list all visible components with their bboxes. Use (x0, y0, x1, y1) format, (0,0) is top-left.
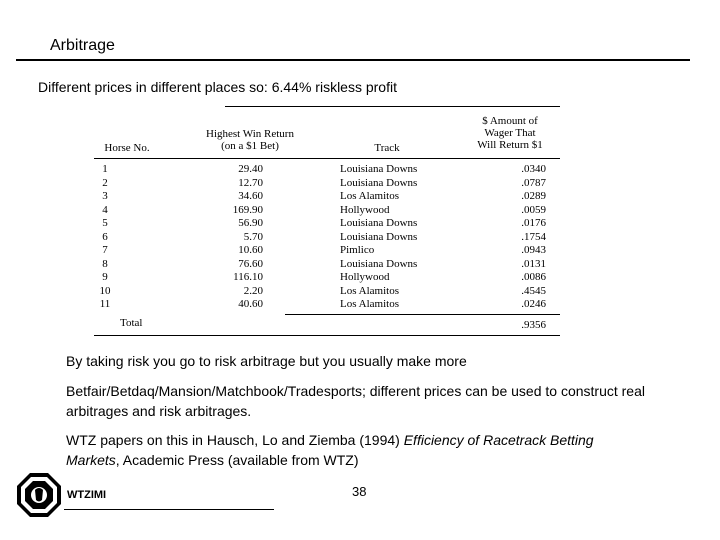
paragraph-references (66, 430, 646, 470)
row-amount: .0246 (521, 298, 546, 310)
row-win-return: 12.70 (238, 176, 263, 189)
row-amount: .4545 (521, 284, 546, 297)
page-number: 38 (352, 484, 367, 499)
row-track: Los Alamitos (340, 190, 399, 202)
header-track: Track (374, 142, 400, 154)
header-amount (458, 115, 562, 151)
row-amount: .0943 (521, 244, 546, 256)
header-horse-no: Horse No. (104, 142, 150, 154)
total-value: .9356 (521, 319, 546, 331)
row-horse-number: 2 (102, 176, 108, 189)
row-amount: .0176 (521, 217, 546, 229)
row-track: Hollywood (340, 203, 390, 216)
table-final-rule (94, 335, 560, 336)
row-horse-number: 3 (102, 190, 108, 202)
row-win-return: 2.20 (243, 284, 263, 297)
table-bottom-rule (285, 314, 560, 315)
row-track: Louisiana Downs (340, 230, 418, 243)
row-horse-number: 1 (102, 163, 108, 175)
row-horse-number: 11 (99, 298, 111, 310)
table-top-rule (225, 106, 560, 107)
row-win-return: 116.10 (233, 271, 263, 283)
reference-text-before: WTZ papers on this in Hausch, Lo and Ziemba (1994) (66, 432, 404, 448)
row-horse-number: 7 (102, 244, 108, 256)
row-amount: .0289 (521, 190, 546, 202)
row-win-return: 10.60 (238, 244, 263, 256)
row-track: Louisiana Downs (340, 176, 418, 189)
row-win-return: 29.40 (238, 163, 263, 175)
row-track: Louisiana Downs (340, 217, 418, 229)
row-track: Pimlico (340, 244, 375, 256)
header-amount-line1: $ Amount of (482, 115, 538, 127)
octagon-logo-icon (16, 472, 62, 518)
paragraph-exchanges: Betfair/Betdaq/Mansion/Matchbook/Tradesports; different prices can be used to construct real arbitrages and risk arbitrages. (66, 383, 645, 419)
row-track: Louisiana Downs (340, 257, 418, 270)
total-label: Total (120, 317, 143, 329)
logo-text: WTZIMI (67, 489, 107, 501)
row-track: Los Alamitos (340, 284, 399, 297)
header-return-line1: Highest Win Return (206, 128, 294, 140)
row-amount: .0340 (521, 163, 546, 175)
row-win-return: 169.90 (232, 203, 263, 216)
row-amount: .0787 (521, 176, 546, 189)
footer-rule (64, 509, 274, 510)
row-win-return: 5.70 (243, 230, 263, 243)
row-win-return: 56.90 (238, 217, 263, 229)
reference-text-after: , Academic Press (available from WTZ) (115, 452, 359, 468)
row-horse-number: 6 (102, 230, 108, 243)
row-horse-number: 10 (99, 284, 111, 297)
row-win-return: 34.60 (238, 190, 263, 202)
row-amount: .0059 (521, 203, 546, 216)
slide-title: Arbitrage (50, 37, 115, 54)
row-amount: .0131 (521, 257, 546, 270)
header-amount-line2: Wager That (484, 127, 536, 139)
row-amount: .1754 (521, 230, 546, 243)
row-win-return: 76.60 (238, 257, 263, 270)
arbitrage-table (90, 100, 562, 340)
paragraph-risk-arbitrage: By taking risk you go to risk arbitrage but you usually make more (66, 353, 467, 369)
header-return-line2: (on a $1 Bet) (221, 140, 279, 152)
row-horse-number: 5 (102, 217, 108, 229)
row-track: Louisiana Downs (340, 163, 418, 175)
row-amount: .0086 (521, 271, 546, 283)
row-win-return: 40.60 (238, 298, 263, 310)
reference-book-title: Efficiency of Racetrack Betting Markets (66, 432, 594, 468)
title-divider (16, 59, 690, 61)
row-horse-number: 8 (102, 257, 108, 270)
header-amount-line3: Will Return $1 (477, 139, 543, 151)
slide-subtitle: Different prices in different places so: 6.44% riskless profit (38, 79, 397, 95)
row-horse-number: 9 (102, 271, 108, 283)
header-return (185, 128, 315, 152)
row-track: Los Alamitos (340, 298, 399, 310)
table-header-rule (94, 158, 560, 159)
row-horse-number: 4 (102, 203, 108, 216)
row-track: Hollywood (340, 271, 390, 283)
